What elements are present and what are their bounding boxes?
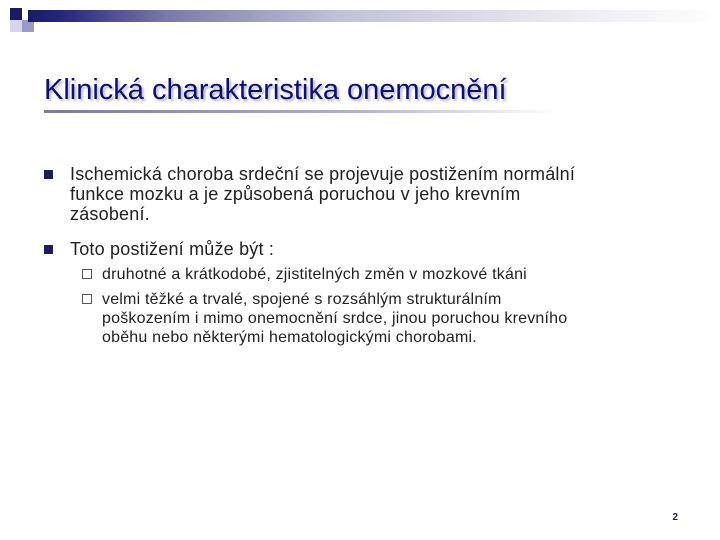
square-bullet-icon	[44, 170, 53, 179]
sub-bullet-line: oběhu nebo některými hematologickými chorobami.	[102, 329, 477, 346]
bullet-line: Toto postižení může být :	[70, 239, 275, 259]
bullet-line: Ischemická choroba srdeční se projevuje postižením normální	[70, 164, 576, 184]
hollow-square-bullet-icon	[82, 294, 92, 304]
hollow-square-bullet-icon	[82, 269, 92, 279]
sub-bullet-line: velmi těžké a trvalé, spojené s rozsáhlým strukturálním	[102, 291, 502, 308]
deco-square-light	[10, 20, 22, 32]
bullet-line: funkce mozku a je způsobená poruchou v jeho krevním	[70, 184, 521, 204]
deco-square-dark	[10, 8, 22, 20]
bullet-line: zásobení.	[70, 204, 150, 224]
slide-title: Klinická charakteristika onemocnění	[44, 74, 507, 106]
title-underline	[44, 110, 556, 113]
sub-bullet-line: druhotné a krátkodobé, zjistitelných změn v mozkové tkáni	[102, 266, 527, 283]
square-bullet-icon	[44, 245, 53, 254]
sub-bullet-line: poškozením i mimo onemocnění srdce, jinou poruchou krevního	[102, 310, 568, 327]
page-number: 2	[672, 512, 678, 523]
top-gradient-band	[28, 10, 720, 22]
